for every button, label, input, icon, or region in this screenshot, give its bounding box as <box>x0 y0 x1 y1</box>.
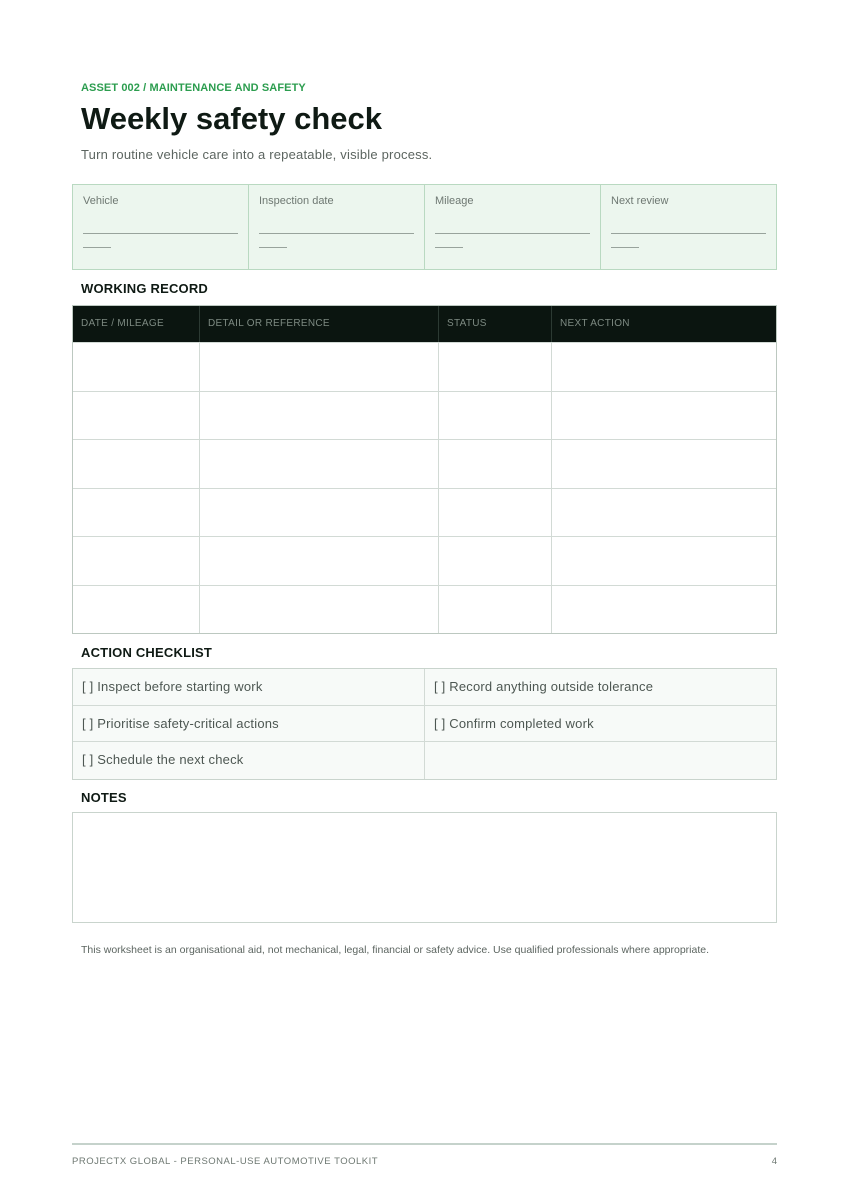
notes-heading: NOTES <box>81 790 127 805</box>
table-cell[interactable] <box>439 586 552 634</box>
column-header: DETAIL OR REFERENCE <box>200 306 439 342</box>
meta-field-label: Vehicle <box>83 195 119 207</box>
working-record-heading: WORKING RECORD <box>81 281 209 296</box>
table-header-row <box>73 306 776 342</box>
fill-line <box>83 233 238 234</box>
table-cell[interactable] <box>200 392 439 440</box>
table-cell[interactable] <box>552 440 776 488</box>
table-cell[interactable] <box>552 343 776 391</box>
table-cell[interactable] <box>73 440 200 488</box>
fill-line <box>259 233 414 234</box>
page-title: Weekly safety check <box>81 101 383 136</box>
table-cell[interactable] <box>439 392 552 440</box>
fill-line <box>435 233 590 234</box>
checklist-item[interactable]: [ ] Schedule the next check <box>73 742 425 779</box>
checklist-item[interactable]: [ ] Confirm completed work <box>425 706 776 743</box>
table-cell[interactable] <box>552 489 776 537</box>
table-cell[interactable] <box>552 392 776 440</box>
table-row <box>73 342 776 391</box>
notes-box[interactable] <box>72 812 777 923</box>
meta-field-label: Next review <box>611 195 669 207</box>
fill-line-short <box>83 247 111 248</box>
fill-line-short <box>259 247 287 248</box>
action-checklist-heading: ACTION CHECKLIST <box>81 645 213 660</box>
page-subtitle: Turn routine vehicle care into a repeatable, visible process. <box>81 147 433 162</box>
document-eyebrow: ASSET 002 / MAINTENANCE AND SAFETY <box>81 82 306 94</box>
table-cell[interactable] <box>200 343 439 391</box>
checklist-item[interactable]: [ ] Record anything outside tolerance <box>425 669 776 706</box>
meta-field-inspection-date[interactable] <box>249 185 425 269</box>
table-row <box>73 536 776 585</box>
page-number: 4 <box>771 1156 777 1167</box>
table-cell[interactable] <box>200 586 439 634</box>
working-record-table <box>72 305 777 634</box>
table-cell[interactable] <box>552 537 776 585</box>
table-cell[interactable] <box>439 489 552 537</box>
table-cell[interactable] <box>73 489 200 537</box>
footer-text: PROJECTX GLOBAL - PERSONAL-USE AUTOMOTIVE TOOLKIT <box>72 1156 379 1167</box>
column-header: STATUS <box>439 306 552 342</box>
meta-field-label: Mileage <box>435 195 474 207</box>
table-row <box>73 488 776 537</box>
action-checklist <box>72 668 777 780</box>
fill-line <box>611 233 766 234</box>
table-cell[interactable] <box>439 440 552 488</box>
meta-field-label: Inspection date <box>259 195 334 207</box>
table-cell[interactable] <box>73 586 200 634</box>
disclaimer: This worksheet is an organisational aid, not mechanical, legal, financial or safety advice. Use qualified professionals where appropriate. <box>81 944 710 956</box>
table-row <box>73 585 776 634</box>
footer-divider <box>72 1143 777 1145</box>
table-row <box>73 391 776 440</box>
table-cell[interactable] <box>552 586 776 634</box>
column-header: NEXT ACTION <box>560 318 630 329</box>
meta-field-mileage[interactable] <box>425 185 601 269</box>
checklist-item[interactable]: [ ] Prioritise safety-critical actions <box>73 706 425 743</box>
column-header: DATE / MILEAGE <box>73 306 200 342</box>
table-cell[interactable] <box>200 537 439 585</box>
checklist-item[interactable]: [ ] Inspect before starting work <box>73 669 425 706</box>
meta-field-next-review[interactable] <box>601 185 776 269</box>
checklist-item-empty <box>425 742 776 779</box>
table-cell[interactable] <box>200 489 439 537</box>
table-cell[interactable] <box>200 440 439 488</box>
fill-line-short <box>435 247 463 248</box>
table-cell[interactable] <box>439 537 552 585</box>
table-cell[interactable] <box>73 343 200 391</box>
table-cell[interactable] <box>73 392 200 440</box>
table-cell[interactable] <box>439 343 552 391</box>
fill-line-short <box>611 247 639 248</box>
table-row <box>73 439 776 488</box>
meta-fields <box>72 184 777 270</box>
table-cell[interactable] <box>73 537 200 585</box>
meta-field-vehicle[interactable] <box>73 185 249 269</box>
